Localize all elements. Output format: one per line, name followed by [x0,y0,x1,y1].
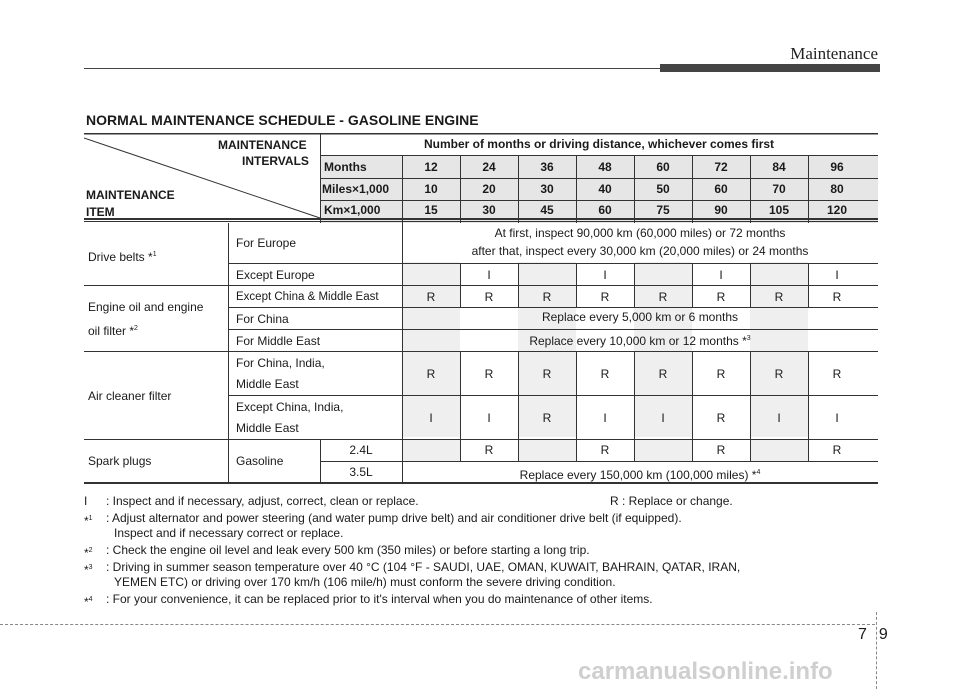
legend-notes [84,494,884,609]
engine-oil-row1-value-5: R [658,290,668,304]
km-value-6: 90 [714,203,728,217]
miles-value-1: 10 [424,182,438,196]
km-value-3: 45 [540,203,554,217]
air-cleaner-row2-value-6: R [716,411,726,425]
miles-value-8: 80 [830,182,844,196]
footer-divider [876,612,877,689]
drive-belts-europe-text-2: after that, inspect every 30,000 km (20,000 miles) or 24 months [471,244,809,258]
spark-plugs-item: Spark plugs [88,454,152,468]
months-value-6: 72 [714,160,728,174]
engine-oil-row2-label: For China [236,312,289,326]
months-value-7: 84 [772,160,786,174]
miles-value-7: 70 [772,182,786,196]
months-label: Months [324,160,367,174]
miles-value-4: 40 [598,182,612,196]
drive-belts-europe-text-1: At first, inspect 90,000 km (60,000 miles) or 72 months [494,226,786,240]
corner-intervals-2: INTERVALS [242,154,309,168]
note-r: R : Replace or change. [610,494,733,508]
air-cleaner-row1-label-1: For China, India, [236,356,325,370]
spark-plugs-row2-label: 3.5L [349,465,373,479]
engine-oil-row1-value-8: R [832,290,842,304]
km-value-2: 30 [482,203,496,217]
air-cleaner-row1-value-4: R [600,367,610,381]
air-cleaner-row2-label-2: Middle East [236,421,299,435]
corner-item-2: ITEM [86,205,115,219]
engine-oil-item-1: Engine oil and engine [88,300,204,314]
engine-oil-row1-value-7: R [774,290,784,304]
engine-oil-row1-value-6: R [716,290,726,304]
engine-oil-row1-value-4: R [600,290,610,304]
engine-oil-row2-text: Replace every 5,000 km or 6 months [541,310,739,324]
air-cleaner-row2-value-1: I [429,411,433,425]
spark-plugs-row2-text: Replace every 150,000 km (100,000 miles) *$^4$ [519,468,761,482]
air-cleaner-row2-label-1: Except China, India, [236,400,344,414]
miles-value-6: 60 [714,182,728,196]
months-value-3: 36 [540,160,554,174]
drive-belts-except-value-2: I [487,268,491,282]
watermark: carmanualsonline.info [578,658,833,685]
km-value-7: 105 [768,203,790,217]
air-cleaner-row2-value-4: I [603,411,607,425]
engine-oil-row1-value-2: R [484,290,494,304]
drive-belts-except-value-6: I [719,268,723,282]
header-rule [84,68,660,69]
air-cleaner-row2-value-5: I [661,411,665,425]
note-4: *$^4$ : For your convenience, it can be replaced prior to it's interval when you do maintenance of other items. [84,592,653,609]
header-bar [660,64,880,72]
km-label: Km×1,000 [324,203,381,217]
engine-oil-item-2: oil filter *$^2$ [88,324,138,338]
air-cleaner-item: Air cleaner filter [88,389,172,403]
engine-oil-row1-label: Except China & Middle East [236,291,379,303]
spark-plugs-row1-label: 2.4L [349,443,373,457]
air-cleaner-row1-value-7: R [774,367,784,381]
air-cleaner-row1-value-3: R [542,367,552,381]
drive-belts-europe-label: For Europe [236,236,297,250]
engine-oil-row3-label: For Middle East [236,334,321,348]
air-cleaner-row2-value-2: I [487,411,491,425]
note-1: *$^1$ : Adjust alternator and power steering (and water pump drive belt) and air conditioner drive belt (if equipped). Inspect and if necessary correct or replace. [84,511,682,540]
air-cleaner-row2-value-8: I [835,411,839,425]
months-value-1: 12 [424,160,438,174]
engine-oil-row3-text: Replace every 10,000 km or 12 months *$^3$ [529,334,751,348]
months-value-5: 60 [656,160,670,174]
spark-plugs-type: Gasoline [236,454,284,468]
drive-belts-item: Drive belts *$^1$ [88,250,157,264]
engine-oil-row1-value-3: R [542,290,552,304]
km-value-5: 75 [656,203,670,217]
footer-rule [0,624,875,625]
note-i: I : Inspect and if necessary, adjust, correct, clean or replace. R : Replace or change. [84,494,733,508]
air-cleaner-row1-value-6: R [716,367,726,381]
air-cleaner-row1-value-1: R [426,367,436,381]
spark-plugs-row1-value-6: R [716,443,726,457]
months-value-2: 24 [482,160,496,174]
drive-belts-except-label: Except Europe [236,268,315,282]
air-cleaner-row2-value-3: R [542,411,552,425]
months-value-4: 48 [598,160,612,174]
km-value-4: 60 [598,203,612,217]
section-header: Maintenance [790,44,878,63]
air-cleaner-row1-value-5: R [658,367,668,381]
air-cleaner-row1-label-2: Middle East [236,377,299,391]
miles-label: Miles×1,000 [322,182,390,196]
months-value-8: 96 [830,160,844,174]
miles-value-5: 50 [656,182,670,196]
note-3: *$^3$ : Driving in summer season temperature over 40 °C (104 °F - SAUDI, UAE, OMAN, KUWAIT, BAHRAIN, QATAR, IRAN, YEMEN ETC) or driving over 170 km/h (106 mile/h) must conform the severe driving condition. [84,560,741,589]
drive-belts-except-value-8: I [835,268,839,282]
interval-span-header: Number of months or driving distance, whichever comes first [423,137,775,151]
miles-value-2: 20 [482,182,496,196]
spark-plugs-row1-value-4: R [600,443,610,457]
engine-oil-row1-value-1: R [426,290,436,304]
air-cleaner-row1-value-8: R [832,367,842,381]
page-title: NORMAL MAINTENANCE SCHEDULE - GASOLINE ENGINE [86,112,479,128]
maintenance-table [84,133,878,484]
km-value-8: 120 [826,203,848,217]
corner-item-1: MAINTENANCE [86,188,175,202]
note-2: *$^2$ : Check the engine oil level and leak every 500 km (350 miles) or before starting a long trip. [84,543,590,560]
air-cleaner-row1-value-2: R [484,367,494,381]
miles-value-3: 30 [540,182,554,196]
air-cleaner-row2-value-7: I [777,411,781,425]
corner-intervals-1: MAINTENANCE [218,138,307,152]
spark-plugs-row1-value-2: R [484,443,494,457]
km-value-1: 15 [424,203,438,217]
drive-belts-except-value-4: I [603,268,607,282]
page-number: 79 [858,626,900,643]
spark-plugs-row1-value-8: R [832,443,842,457]
